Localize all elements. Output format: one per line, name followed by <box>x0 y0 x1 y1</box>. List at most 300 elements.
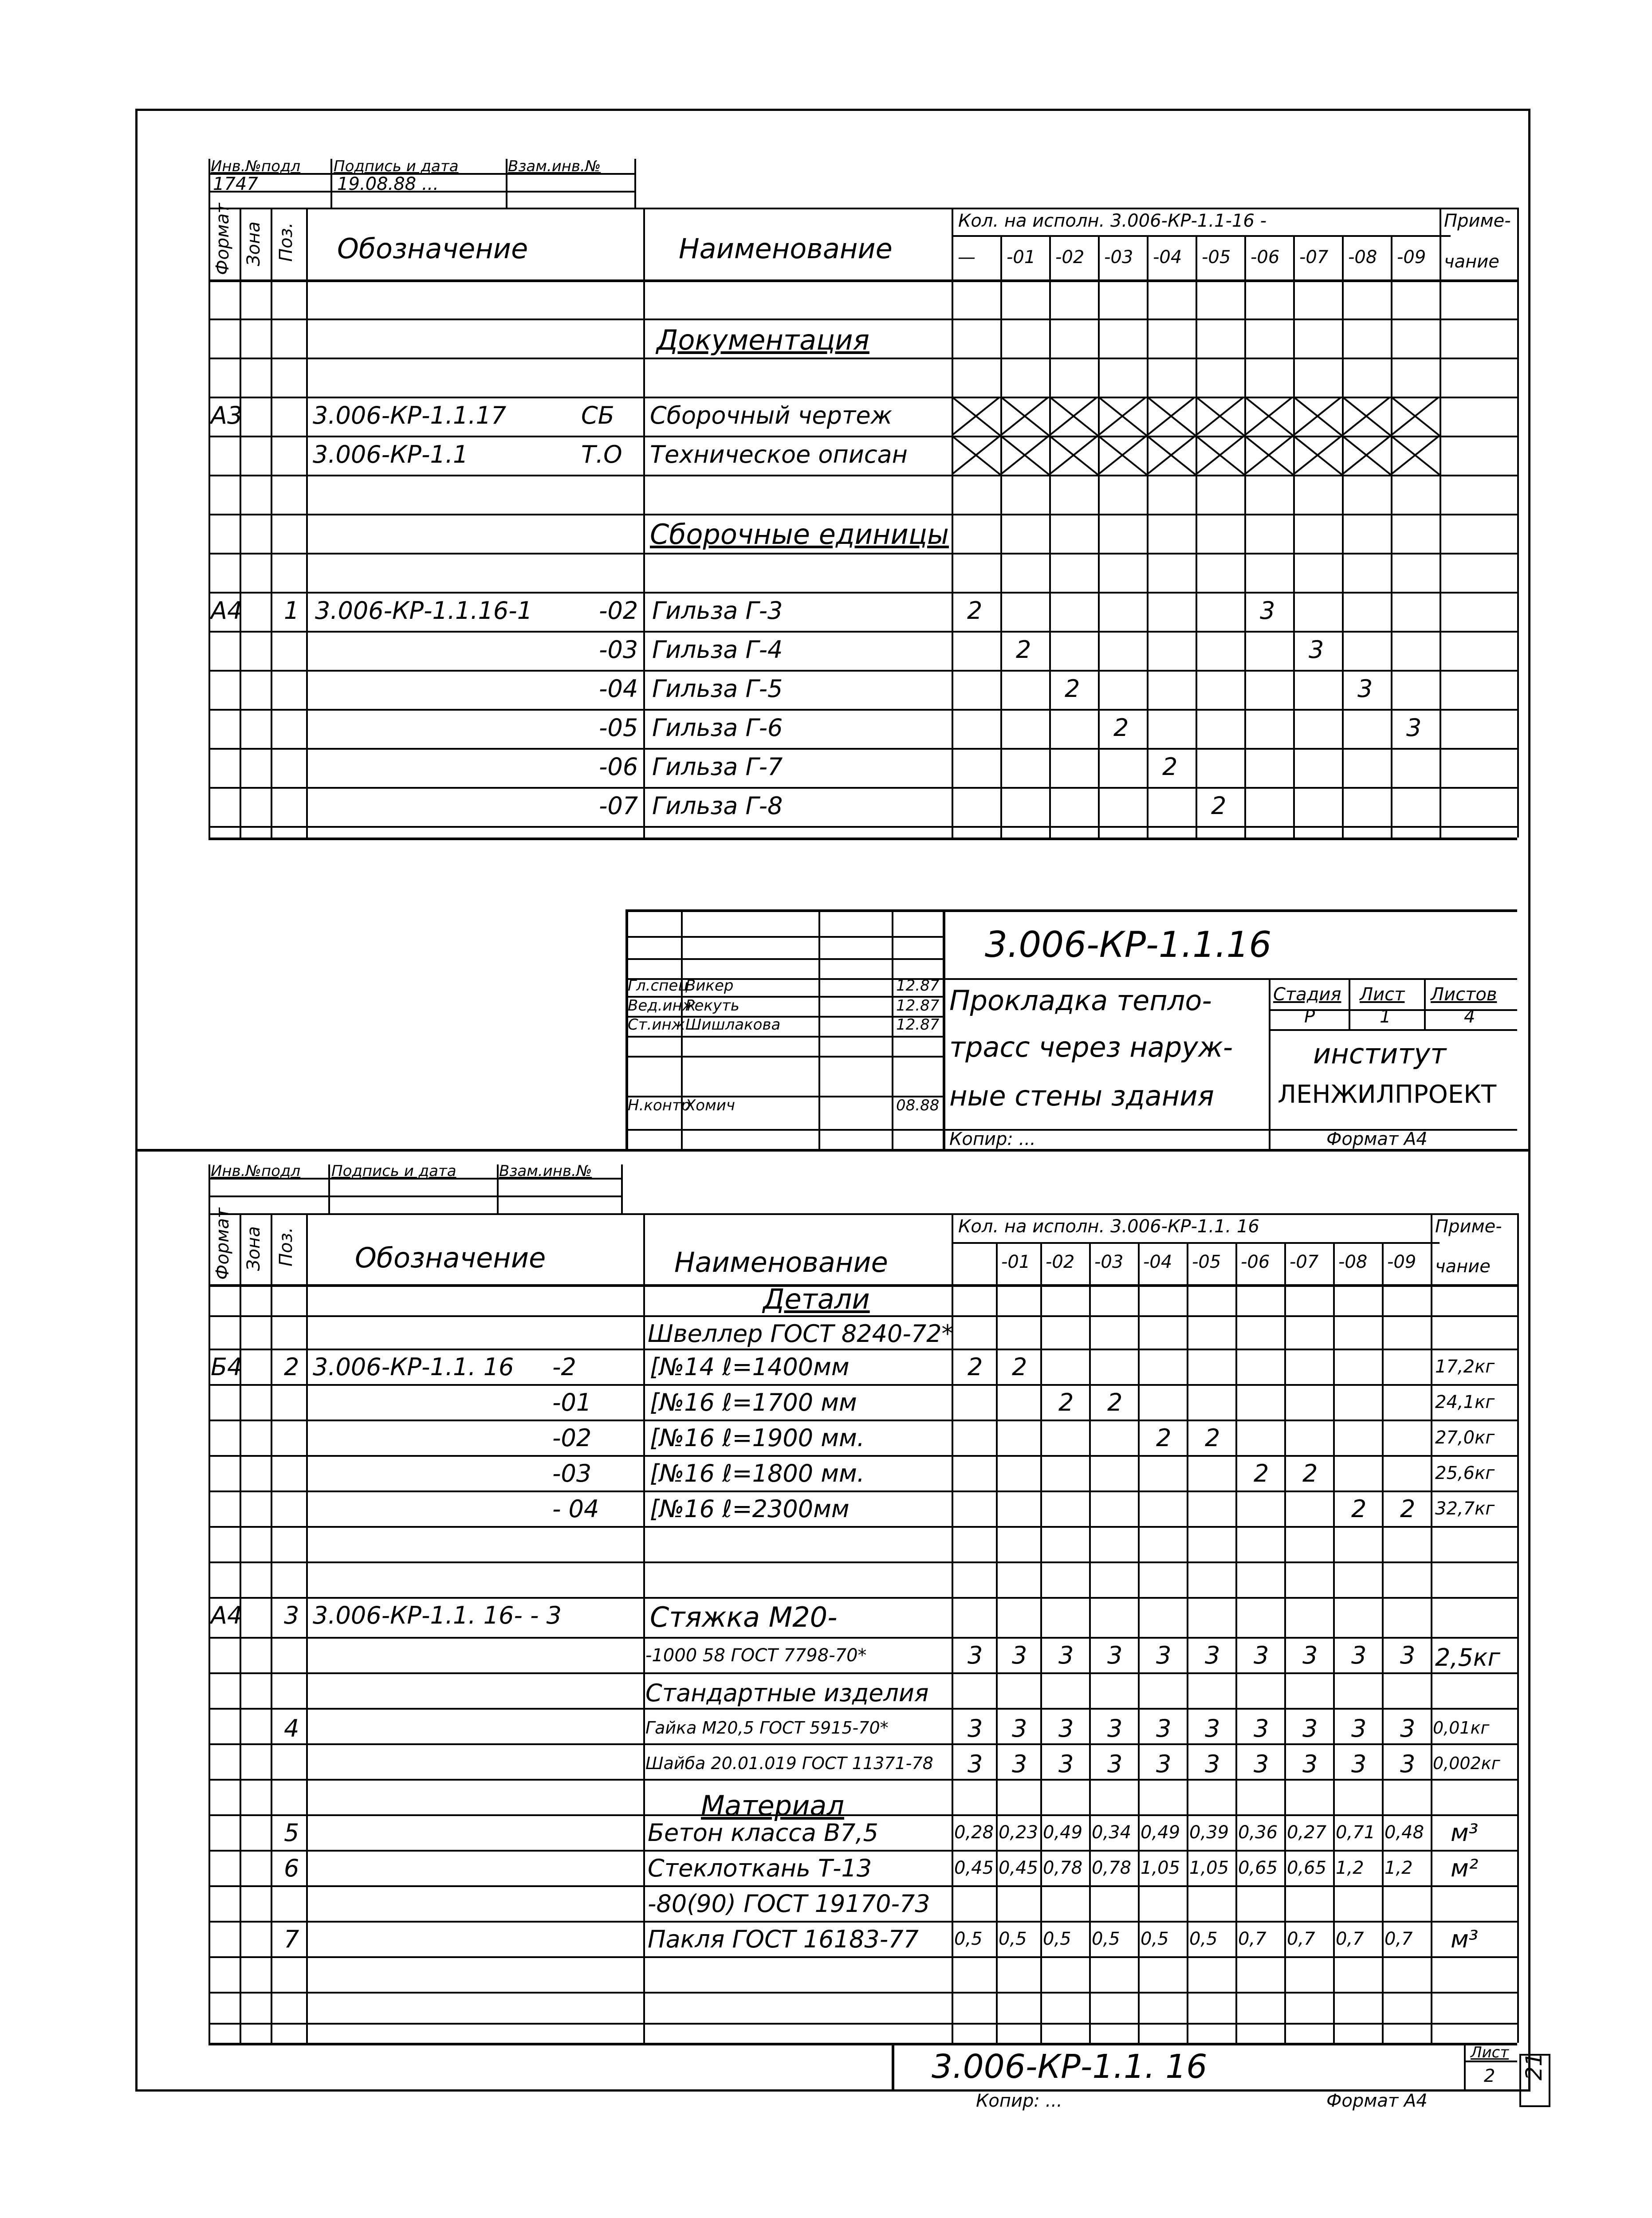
col-note-header-2: чание <box>1435 1256 1491 1277</box>
qty-cell: 2 <box>1400 1495 1416 1523</box>
qty-cell: 0,78 <box>1043 1858 1083 1878</box>
qty-cell: 3 <box>1351 1715 1367 1742</box>
qty-cell: 3 <box>1302 1641 1318 1669</box>
variant-header: -03 <box>1104 247 1133 267</box>
person-role: Н.контр <box>628 1097 691 1114</box>
table-line <box>952 208 953 838</box>
table-line <box>306 1213 308 2043</box>
qty-cell: 3 <box>1107 1641 1123 1669</box>
col-qty-header: Кол. на исполн. 3.006-КР-1.1-16 - <box>958 211 1267 231</box>
qty-cell: 3 <box>1012 1715 1027 1742</box>
variant-header: -06 <box>1241 1252 1270 1272</box>
qty-cell: 2 <box>1156 1424 1172 1452</box>
col-note-header-1: Приме- <box>1435 1216 1502 1237</box>
row-line <box>208 2023 1517 2025</box>
stage-label: Стадия <box>1273 984 1341 1005</box>
title-line-1: Прокладка тепло- <box>949 984 1212 1017</box>
stamp-label-signature: Подпись и дата <box>331 1162 456 1180</box>
row-line <box>208 1743 1517 1745</box>
sheets-label: Листов <box>1431 984 1497 1005</box>
col-format-header: Формат <box>212 1207 233 1280</box>
stamp-line <box>506 159 507 208</box>
row-line <box>208 748 1517 750</box>
material-note: м² <box>1451 1854 1479 1882</box>
channel-suffix: -03 <box>552 1459 592 1487</box>
qty-cell: 3 <box>1107 1750 1123 1778</box>
stamp-line <box>208 159 210 208</box>
sheet-divider <box>135 1149 1530 1152</box>
section-documentation: Документация <box>657 324 869 356</box>
tie-name-2: -1000 58 ГОСТ 7798-70* <box>645 1645 867 1666</box>
assembly-qty: 2 <box>1016 636 1031 664</box>
person-role: Гл.спец <box>628 977 688 995</box>
doc-code: Т.О <box>581 440 622 468</box>
assembly-designation: 3.006-КР-1.1.16-1 <box>315 597 533 625</box>
person-date: 12.87 <box>896 1016 940 1034</box>
variant-header: -07 <box>1290 1252 1319 1272</box>
row-line <box>208 1708 1517 1710</box>
stamp-inv-number: 1747 <box>213 174 258 194</box>
material-name: -80(90) ГОСТ 19170-73 <box>648 1890 930 1918</box>
qty-cell: 0,65 <box>1287 1858 1327 1878</box>
assembly-qty: 2 <box>1211 792 1227 820</box>
table-line <box>1431 1213 1432 2043</box>
qty-cell: 1,2 <box>1385 1858 1413 1878</box>
table-line <box>271 1213 272 2043</box>
assembly-suffix: -02 <box>599 597 638 625</box>
title-block-line <box>625 1056 943 1058</box>
title-block-line <box>1269 978 1270 1149</box>
assembly-qty: 3 <box>1309 636 1324 664</box>
assembly-suffix: -03 <box>599 636 638 664</box>
assembly-qty: 2 <box>1113 714 1129 742</box>
doc-format: А3 <box>211 401 243 429</box>
col-format-header: Формат <box>212 203 233 275</box>
qty-cell: 0,45 <box>954 1858 994 1878</box>
qty-cell: 3 <box>1205 1641 1220 1669</box>
person-name: Викер <box>685 977 734 995</box>
row-line <box>208 1672 1517 1674</box>
row-line <box>208 1384 1517 1386</box>
qty-cell: 0,45 <box>999 1858 1038 1878</box>
qty-cell: 0,27 <box>1287 1822 1327 1843</box>
assembly-suffix: -07 <box>599 792 638 820</box>
assembly-qty: 2 <box>1162 753 1178 781</box>
channel-note: 17,2кг <box>1435 1357 1495 1377</box>
qty-cell: 0,78 <box>1092 1858 1132 1878</box>
channel-suffix: -02 <box>552 1424 592 1452</box>
row-line <box>208 592 1517 594</box>
table-line <box>1187 1242 1188 2043</box>
col-note-header-1: Приме- <box>1444 211 1511 231</box>
variant-header: -08 <box>1348 247 1377 267</box>
stamp-line <box>497 1164 499 1213</box>
row-line <box>208 1885 1517 1887</box>
table-line <box>996 1242 998 2043</box>
material-name: Бетон класса В7,5 <box>648 1819 879 1847</box>
channel-suffix: - 04 <box>552 1495 599 1523</box>
qty-cell: 3 <box>1058 1641 1074 1669</box>
channel-name: [№16 ℓ=2300мм <box>650 1495 850 1523</box>
table-line <box>1244 235 1246 838</box>
qty-cell: 0,49 <box>1043 1822 1083 1843</box>
table-line <box>1196 235 1197 838</box>
variant-header: -05 <box>1202 247 1231 267</box>
qty-cell: 0,34 <box>1092 1822 1132 1843</box>
stamp-label-signature: Подпись и дата <box>334 157 459 175</box>
material-pos: 5 <box>284 1819 299 1847</box>
qty-cell: 3 <box>1012 1641 1027 1669</box>
assembly-name: Гильза Г-8 <box>652 792 783 820</box>
table-line <box>1235 1242 1237 2043</box>
col-zone-header: Зона <box>244 1226 264 1271</box>
col-name-header: Наименование <box>679 232 893 265</box>
qty-cell: 0,5 <box>1043 1929 1071 1949</box>
assembly-name: Гильза Г-7 <box>652 753 783 781</box>
row-line <box>208 1349 1517 1350</box>
assembly-format: А4 <box>211 597 243 625</box>
title-block-line <box>892 909 893 1149</box>
qty-cell: 3 <box>1156 1715 1172 1742</box>
qty-cell: 3 <box>1205 1715 1220 1742</box>
person-date: 08.88 <box>896 1097 940 1114</box>
qty-cell: 2 <box>1254 1459 1269 1487</box>
col-zone-header: Зона <box>244 221 264 266</box>
table-line <box>1000 235 1002 838</box>
table-line <box>643 208 645 838</box>
tie-designation: 3.006-КР-1.1. 16- - 3 <box>313 1601 562 1629</box>
variant-header: -07 <box>1299 247 1329 267</box>
qty-cell: 3 <box>1351 1641 1367 1669</box>
channel-name: [№16 ℓ=1800 мм. <box>650 1459 865 1487</box>
section-details: Детали <box>763 1283 870 1315</box>
row-line <box>208 1850 1517 1852</box>
variant-header: -05 <box>1192 1252 1221 1272</box>
variant-header: -02 <box>1055 247 1085 267</box>
row-line <box>208 1921 1517 1923</box>
title-block-line <box>1269 1029 1517 1031</box>
table-line <box>306 208 308 838</box>
row-line <box>208 1956 1517 1958</box>
stamp-label-inv: Инв.№подл <box>211 157 301 175</box>
title-block-line <box>625 958 943 960</box>
variant-header: -01 <box>1001 1252 1031 1272</box>
col-pos-header: Поз. <box>276 222 296 262</box>
qty-cell: 0,7 <box>1238 1929 1267 1949</box>
qty-cell: 0,28 <box>954 1822 994 1843</box>
sheet2-sheet-value: 2 <box>1484 2066 1495 2086</box>
title-block-line <box>943 909 945 1149</box>
material-note: м³ <box>1451 1925 1479 1953</box>
row-line <box>208 475 1517 476</box>
qty-cell: 0,7 <box>1336 1929 1364 1949</box>
crossed-cells <box>952 397 1440 436</box>
col-pos-header: Поз. <box>276 1227 296 1266</box>
assembly-name: Гильза Г-3 <box>652 597 783 625</box>
section-material: Материал <box>701 1789 845 1822</box>
doc-code: СБ <box>581 401 614 429</box>
sheet2-sheet-label: Лист <box>1471 2044 1509 2061</box>
table-line <box>1517 208 1519 838</box>
material-name: Стеклоткань Т-13 <box>648 1854 872 1882</box>
table-line <box>208 279 1517 282</box>
table-line <box>952 235 1451 237</box>
qty-cell: 3 <box>1058 1750 1074 1778</box>
row-line <box>208 553 1517 554</box>
row-line <box>208 826 1517 828</box>
table-line <box>1382 1242 1384 2043</box>
channel-format: Б4 <box>211 1353 243 1381</box>
assembly-name: Гильза Г-6 <box>652 714 783 742</box>
table-line <box>208 1213 1517 1215</box>
qty-cell: 3 <box>1107 1715 1123 1742</box>
qty-cell: 2 <box>1302 1459 1318 1487</box>
assembly-name: Гильза Г-4 <box>652 636 783 664</box>
title-block-line <box>625 1036 943 1038</box>
row-line <box>208 631 1517 633</box>
tie-format: А4 <box>211 1601 243 1629</box>
doc-designation: 3.006-КР-1.1 <box>313 440 468 468</box>
qty-cell: 3 <box>1302 1750 1318 1778</box>
table-line <box>1147 235 1149 838</box>
title-block-line <box>1349 978 1350 1029</box>
qty-cell: 0,71 <box>1336 1822 1376 1843</box>
table-line <box>1517 1213 1519 2043</box>
col-note-header-2: чание <box>1444 252 1499 272</box>
qty-cell: 0,7 <box>1385 1929 1413 1949</box>
qty-cell: 0,48 <box>1385 1822 1424 1843</box>
table-line <box>1333 1242 1335 2043</box>
standard-note: 0,002кг <box>1433 1754 1500 1773</box>
title-line-2: трасс через наруж- <box>949 1031 1233 1063</box>
qty-cell: 0,5 <box>1092 1929 1120 1949</box>
qty-cell: 2 <box>1012 1353 1027 1381</box>
qty-cell: 1,2 <box>1336 1858 1364 1878</box>
material-name: Пакля ГОСТ 16183-77 <box>648 1925 919 1953</box>
table-line <box>1293 235 1295 838</box>
qty-cell: 2 <box>1205 1424 1220 1452</box>
table-bottom-line <box>208 838 1517 840</box>
standard-name: Гайка М20,5 ГОСТ 5915-70* <box>645 1718 889 1738</box>
tie-pos: 3 <box>284 1601 299 1629</box>
table-line <box>208 1213 210 2043</box>
qty-cell: 3 <box>1302 1715 1318 1742</box>
table-line <box>643 1213 645 2043</box>
stamp-label-inv: Инв.№подл <box>211 1162 301 1180</box>
qty-cell: 3 <box>968 1750 983 1778</box>
qty-cell: 0,36 <box>1238 1822 1278 1843</box>
col-designation-header: Обозначение <box>337 232 528 265</box>
stamp-line <box>634 159 636 208</box>
crossed-cells <box>952 436 1440 475</box>
person-role: Вед.инж <box>628 997 696 1015</box>
table-line <box>1284 1242 1286 2043</box>
table-line <box>208 208 210 838</box>
qty-cell: 2 <box>1351 1495 1367 1523</box>
qty-cell: 0,39 <box>1189 1822 1229 1843</box>
variant-header: — <box>958 247 975 267</box>
row-line <box>208 514 1517 515</box>
stamp-line <box>208 1196 621 1197</box>
row-line <box>208 1561 1517 1563</box>
qty-cell: 3 <box>1205 1750 1220 1778</box>
qty-cell: 2 <box>1107 1388 1123 1416</box>
row-line <box>208 1315 1517 1317</box>
sheet-value: 1 <box>1380 1007 1391 1027</box>
row-line <box>208 1992 1517 1994</box>
row-line <box>208 1420 1517 1421</box>
table-line <box>1138 1242 1140 2043</box>
table-line <box>208 208 1517 209</box>
variant-header: -03 <box>1094 1252 1124 1272</box>
row-line <box>208 670 1517 672</box>
assembly-qty: 2 <box>967 597 983 625</box>
row-line <box>208 709 1517 711</box>
stage-value: Р <box>1304 1007 1315 1027</box>
qty-cell: 3 <box>968 1641 983 1669</box>
row-line <box>208 1814 1517 1816</box>
org-line-1: институт <box>1313 1038 1447 1070</box>
qty-cell: 3 <box>968 1715 983 1742</box>
qty-cell: 3 <box>1254 1641 1269 1669</box>
sheet2-format: Формат А4 <box>1326 2091 1428 2111</box>
doc-designation: 3.006-КР-1.1.17 <box>313 401 507 429</box>
qty-cell: 3 <box>1254 1715 1269 1742</box>
stamp-line <box>330 159 332 208</box>
table-line <box>1440 208 1441 838</box>
channel-name: [№16 ℓ=1900 мм. <box>650 1424 865 1452</box>
person-role: Ст.инж <box>628 1016 685 1034</box>
col-designation-header: Обозначение <box>355 1242 546 1274</box>
doc-name: Сборочный чертеж <box>650 401 893 429</box>
person-name: Рекуть <box>685 997 739 1015</box>
table-line <box>1098 235 1100 838</box>
channel-note: 24,1кг <box>1435 1392 1495 1412</box>
channel-suffix: -2 <box>552 1353 576 1381</box>
assembly-name: Гильза Г-5 <box>652 675 783 703</box>
channel-note: 32,7кг <box>1435 1498 1495 1519</box>
col-name-header: Наименование <box>674 1246 888 1278</box>
material-pos: 7 <box>284 1925 299 1953</box>
qty-cell: 3 <box>1156 1641 1172 1669</box>
section-standard: Стандартные изделия <box>645 1679 929 1707</box>
table-line <box>1089 1242 1091 2043</box>
section-assemblies: Сборочные единицы <box>650 518 949 551</box>
standard-note: 0,01кг <box>1433 1718 1490 1738</box>
assembly-qty: 3 <box>1260 597 1275 625</box>
channel-header: Швеллер ГОСТ 8240-72* <box>648 1320 954 1348</box>
variant-header: -04 <box>1143 1252 1172 1272</box>
assembly-qty: 3 <box>1357 675 1373 703</box>
person-name: Шишлакова <box>685 1016 781 1034</box>
assembly-suffix: -04 <box>599 675 638 703</box>
qty-cell: 0,7 <box>1287 1929 1315 1949</box>
channel-designation: 3.006-КР-1.1. 16 <box>313 1353 514 1381</box>
row-line <box>208 1779 1517 1781</box>
stamp-line <box>208 1164 210 1213</box>
variant-header: -06 <box>1251 247 1280 267</box>
org-line-2: ЛЕНЖИЛПРОЕКТ <box>1278 1080 1497 1109</box>
channel-pos: 2 <box>284 1353 299 1381</box>
row-line <box>208 1637 1517 1639</box>
doc-name: Техническое описан <box>650 440 908 468</box>
title-block-line <box>1424 978 1426 1029</box>
stamp-line <box>328 1164 330 1213</box>
assembly-suffix: -06 <box>599 753 638 781</box>
page-number: 21 <box>1521 2052 1547 2080</box>
qty-cell: 0,65 <box>1238 1858 1278 1878</box>
title-line-3: ные стены здания <box>949 1080 1214 1112</box>
qty-cell: 3 <box>1058 1715 1074 1742</box>
format-label: Формат А4 <box>1326 1129 1428 1149</box>
row-line <box>208 319 1517 320</box>
bottom-stamp-line <box>1464 2043 1466 2092</box>
assembly-qty: 2 <box>1065 675 1080 703</box>
title-block-line <box>625 936 943 938</box>
title-block-code: 3.006-КР-1.1.16 <box>985 924 1272 965</box>
row-line <box>208 358 1517 359</box>
qty-cell: 3 <box>1351 1750 1367 1778</box>
stamp-signature-date: 19.08.88 ... <box>337 174 439 194</box>
material-pos: 6 <box>284 1854 299 1882</box>
qty-cell: 3 <box>1400 1641 1416 1669</box>
sheets-value: 4 <box>1464 1007 1475 1027</box>
variant-header: -01 <box>1007 247 1036 267</box>
qty-cell: 1,05 <box>1189 1858 1229 1878</box>
table-line <box>1391 235 1392 838</box>
qty-cell: 3 <box>1400 1750 1416 1778</box>
variant-header: -08 <box>1338 1252 1368 1272</box>
qty-cell: 3 <box>1012 1750 1027 1778</box>
assembly-pos: 1 <box>284 597 299 625</box>
channel-name: [№14 ℓ=1400мм <box>650 1353 850 1381</box>
variant-header: -09 <box>1387 1252 1416 1272</box>
stamp-label-replace: Взам.инв.№ <box>508 157 601 175</box>
row-line <box>208 1597 1517 1599</box>
qty-cell: 3 <box>1254 1750 1269 1778</box>
channel-suffix: -01 <box>552 1388 592 1416</box>
qty-cell: 3 <box>1400 1715 1416 1742</box>
qty-cell: 0,5 <box>1141 1929 1169 1949</box>
copy-label: Копир: ... <box>949 1129 1036 1149</box>
channel-note: 25,6кг <box>1435 1463 1495 1483</box>
stamp-label-replace: Взам.инв.№ <box>499 1162 592 1180</box>
stamp-line <box>621 1164 623 1213</box>
assembly-suffix: -05 <box>599 714 638 742</box>
qty-cell: 0,5 <box>999 1929 1027 1949</box>
qty-cell: 0,49 <box>1141 1822 1180 1843</box>
title-block-line <box>818 909 820 1149</box>
table-line <box>1040 1242 1042 2043</box>
qty-cell: 0,23 <box>999 1822 1038 1843</box>
row-line <box>208 1526 1517 1528</box>
tie-note: 2,5кг <box>1435 1644 1500 1671</box>
standard-pos: 4 <box>284 1715 299 1742</box>
row-line <box>208 787 1517 789</box>
tie-name-1: Стяжка М20- <box>650 1601 838 1633</box>
table-line <box>271 208 272 838</box>
sheet2-copy: Копир: ... <box>976 2091 1062 2111</box>
table-line <box>1049 235 1051 838</box>
channel-note: 27,0кг <box>1435 1428 1495 1448</box>
variant-header: -09 <box>1397 247 1426 267</box>
sheet2-code: 3.006-КР-1.1. 16 <box>932 2048 1208 2086</box>
col-qty-header: Кол. на исполн. 3.006-КР-1.1. 16 <box>958 1216 1259 1237</box>
qty-cell: 0,5 <box>954 1929 983 1949</box>
qty-cell: 2 <box>968 1353 983 1381</box>
table-line <box>952 1242 1440 1244</box>
qty-cell: 0,5 <box>1189 1929 1218 1949</box>
